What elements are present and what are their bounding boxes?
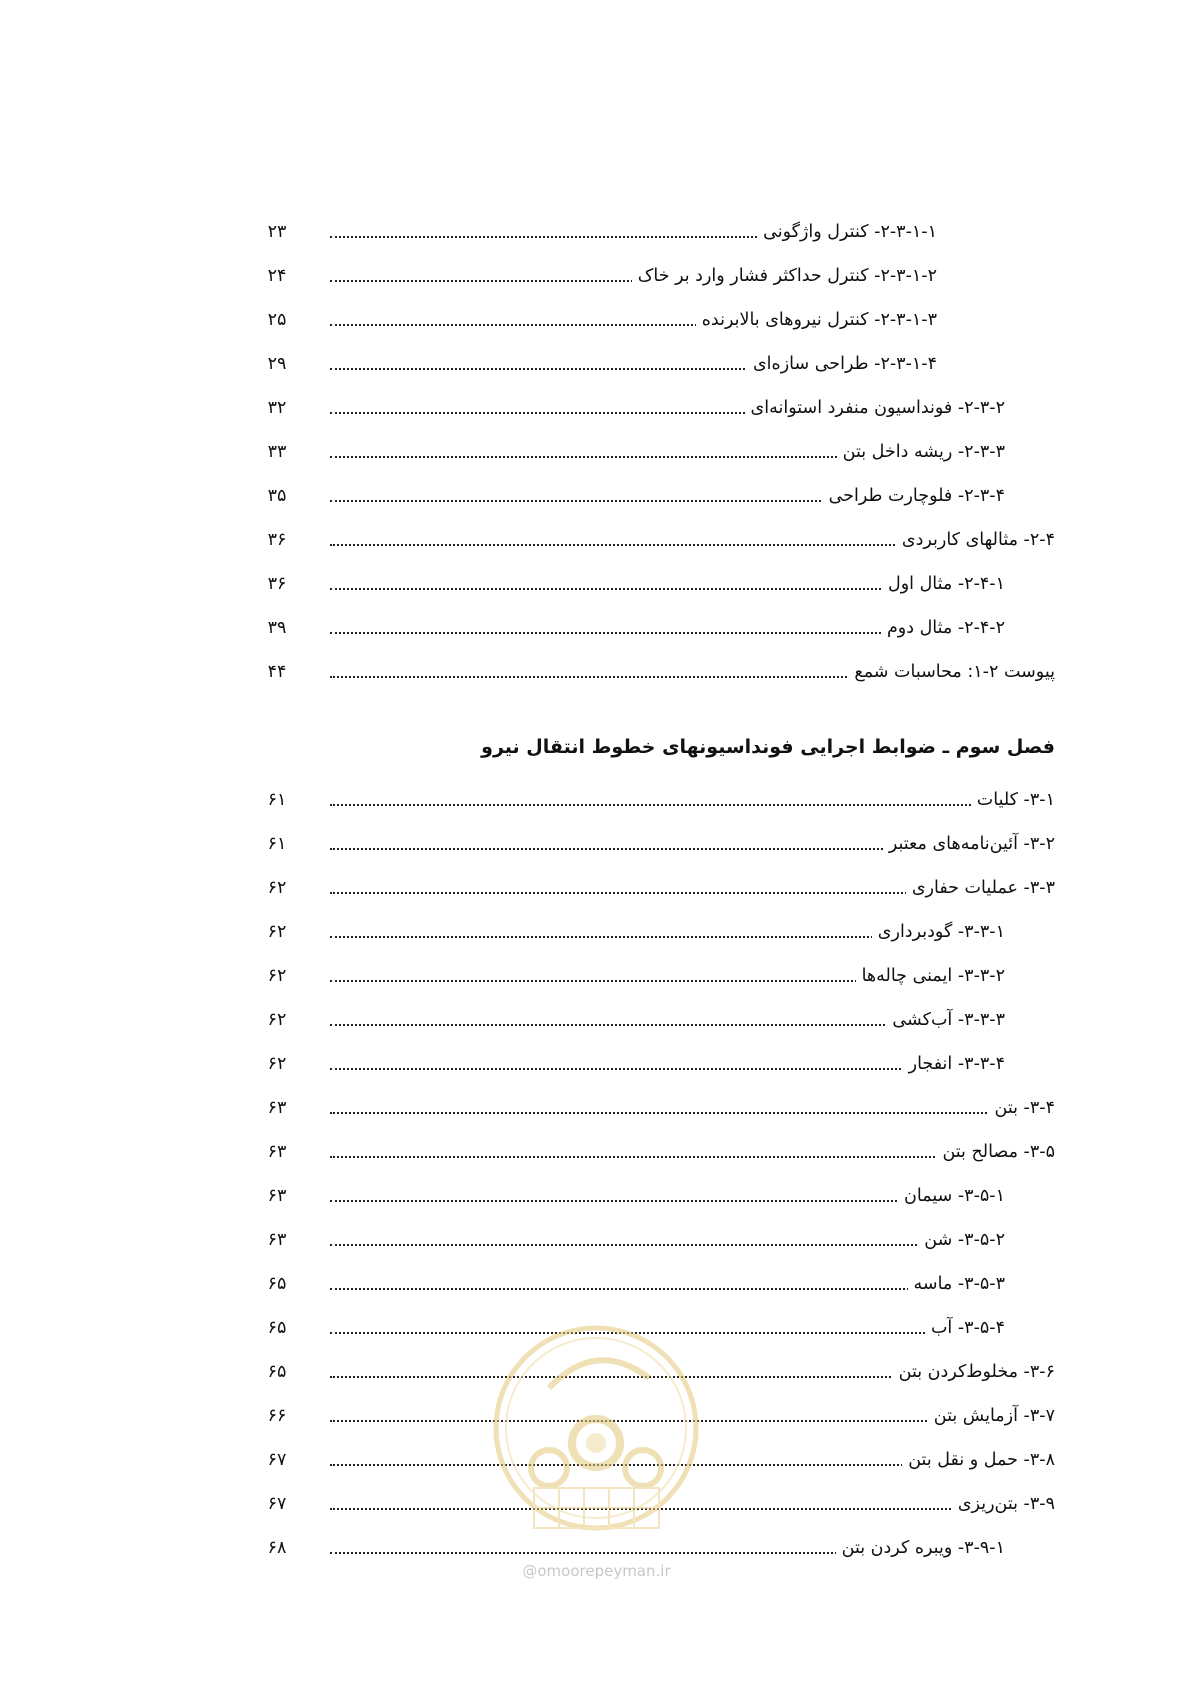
toc-title: ۳-۳-۲- ایمنی چاله‌ها <box>856 958 1005 994</box>
toc-page-number: ۶۸ <box>267 1538 287 1558</box>
toc-entry <box>330 782 1055 818</box>
toc-title: ۲-۳-۴- فلوچارت طراحی <box>823 478 1005 514</box>
toc-entry <box>330 346 937 382</box>
toc-entry <box>330 958 1005 994</box>
toc-title: ۲-۳-۲- فونداسیون منفرد استوانه‌ای <box>745 390 1005 426</box>
toc-title: ۳-۵-۳- ماسه <box>908 1266 1005 1302</box>
toc-page-number: ۶۵ <box>267 1362 287 1382</box>
toc-page-number: ۶۳ <box>267 1230 287 1250</box>
toc-entry <box>330 434 1005 470</box>
toc-title: ۳-۹- بتن‌ریزی <box>952 1486 1055 1522</box>
toc-title: ۳-۵- مصالح بتن <box>936 1134 1055 1170</box>
toc-page-number: ۶۱ <box>267 790 287 810</box>
toc-title: ۲-۳-۳- ریشه داخل بتن <box>837 434 1005 470</box>
toc-title: ۳-۵-۴- آب <box>925 1310 1005 1346</box>
toc-entry <box>330 390 1005 426</box>
toc-entry <box>330 870 1055 906</box>
toc-page-number: ۶۳ <box>267 1186 287 1206</box>
toc-title: ۲-۳-۱-۱- کنترل واژگونی <box>757 214 937 250</box>
toc-page-number: ۶۲ <box>267 922 287 942</box>
toc-page-number: ۶۶ <box>267 1406 287 1426</box>
toc-title: ۳-۶- مخلوط‌کردن بتن <box>893 1354 1055 1390</box>
toc-page-number: ۶۳ <box>267 1142 287 1162</box>
toc-title: ۳-۳- عملیات حفاری <box>906 870 1055 906</box>
toc-title: ۲-۴-۱- مثال اول <box>882 566 1005 602</box>
toc-title: ۳-۱- کلیات <box>971 782 1055 818</box>
toc-page-number: ۲۳ <box>267 222 287 242</box>
toc-page-number: ۳۶ <box>267 530 287 550</box>
toc-page-number: ۶۵ <box>267 1318 287 1338</box>
toc-page-number: ۴۴ <box>267 662 287 682</box>
toc-title: ۳-۳-۳- آب‌کشی <box>886 1002 1005 1038</box>
dot-leader <box>330 1112 1055 1114</box>
toc-title: ۳-۳-۴- انفجار <box>903 1046 1005 1082</box>
toc-title: ۳-۲- آئین‌نامه‌های معتبر <box>883 826 1055 862</box>
toc-page-number: ۶۷ <box>267 1450 287 1470</box>
toc-page-number: ۲۵ <box>267 310 287 330</box>
toc-title: ۲-۳-۱-۴- طراحی سازه‌ای <box>747 346 937 382</box>
watermark-seal <box>489 1318 704 1580</box>
toc-entry <box>330 914 1005 950</box>
toc-entry <box>330 214 937 250</box>
toc-entry <box>330 302 937 338</box>
toc-page-number: ۳۶ <box>267 574 287 594</box>
toc-entry <box>330 610 1005 646</box>
dot-leader <box>330 804 1055 806</box>
toc-page-number: ۶۲ <box>267 966 287 986</box>
toc-page-number: ۳۲ <box>267 398 287 418</box>
toc-page-number: ۶۷ <box>267 1494 287 1514</box>
toc-page-number: ۳۹ <box>267 618 287 638</box>
dot-leader <box>330 1244 1005 1246</box>
toc-entry <box>330 654 1055 690</box>
toc-page-number: ۶۳ <box>267 1098 287 1118</box>
toc-entry <box>330 1266 1005 1302</box>
toc-page-number: ۶۲ <box>267 878 287 898</box>
toc-entry <box>330 522 1055 558</box>
toc-title: ۲-۴-۲- مثال دوم <box>881 610 1005 646</box>
toc-page-number: ۳۳ <box>267 442 287 462</box>
toc-entry <box>330 566 1005 602</box>
chapter-heading: فصل سوم ـ ضوابط اجرایی فونداسیونهای خطوط انتقال نیرو <box>481 736 1055 758</box>
toc-title: ۲-۳-۱-۳- کنترل نیروهای بالابرنده <box>696 302 937 338</box>
toc-page-number: ۲۹ <box>267 354 287 374</box>
toc-entry <box>330 1178 1005 1214</box>
toc-entry <box>330 1222 1005 1258</box>
toc-title: پیوست ۲-۱: محاسبات شمع <box>848 654 1055 690</box>
toc-title: ۲-۳-۱-۲- کنترل حداکثر فشار وارد بر خاک <box>632 258 937 294</box>
toc-entry <box>330 1002 1005 1038</box>
toc-entry <box>330 1134 1055 1170</box>
watermark-url: @omoorepeyman.ir <box>522 1562 671 1580</box>
toc-entry <box>330 1046 1005 1082</box>
toc-title: ۳-۳-۱- گودبرداری <box>872 914 1005 950</box>
toc-entry <box>330 258 937 294</box>
toc-title: ۳-۹-۱- ویبره کردن بتن <box>836 1530 1005 1566</box>
toc-page-number: ۶۲ <box>267 1010 287 1030</box>
toc-page-number: ۲۴ <box>267 266 287 286</box>
toc-entry <box>330 478 1005 514</box>
toc-title: ۳-۷- آزمایش بتن <box>928 1398 1055 1434</box>
toc-page-number: ۶۲ <box>267 1054 287 1074</box>
toc-page-number: ۶۵ <box>267 1274 287 1294</box>
toc-page-number: ۳۵ <box>267 486 287 506</box>
toc-title: ۳-۵-۱- سیمان <box>898 1178 1005 1214</box>
toc-title: ۳-۸- حمل و نقل بتن <box>902 1442 1055 1478</box>
toc-title: ۲-۴- مثالهای کاربردی <box>896 522 1055 558</box>
toc-title: ۳-۴- بتن <box>989 1090 1055 1126</box>
toc-title: ۳-۵-۲- شن <box>918 1222 1005 1258</box>
seal-emblem-icon <box>489 1318 704 1553</box>
toc-entry <box>330 1090 1055 1126</box>
toc-page-number: ۶۱ <box>267 834 287 854</box>
dot-leader <box>330 1288 1005 1290</box>
toc-entry <box>330 826 1055 862</box>
